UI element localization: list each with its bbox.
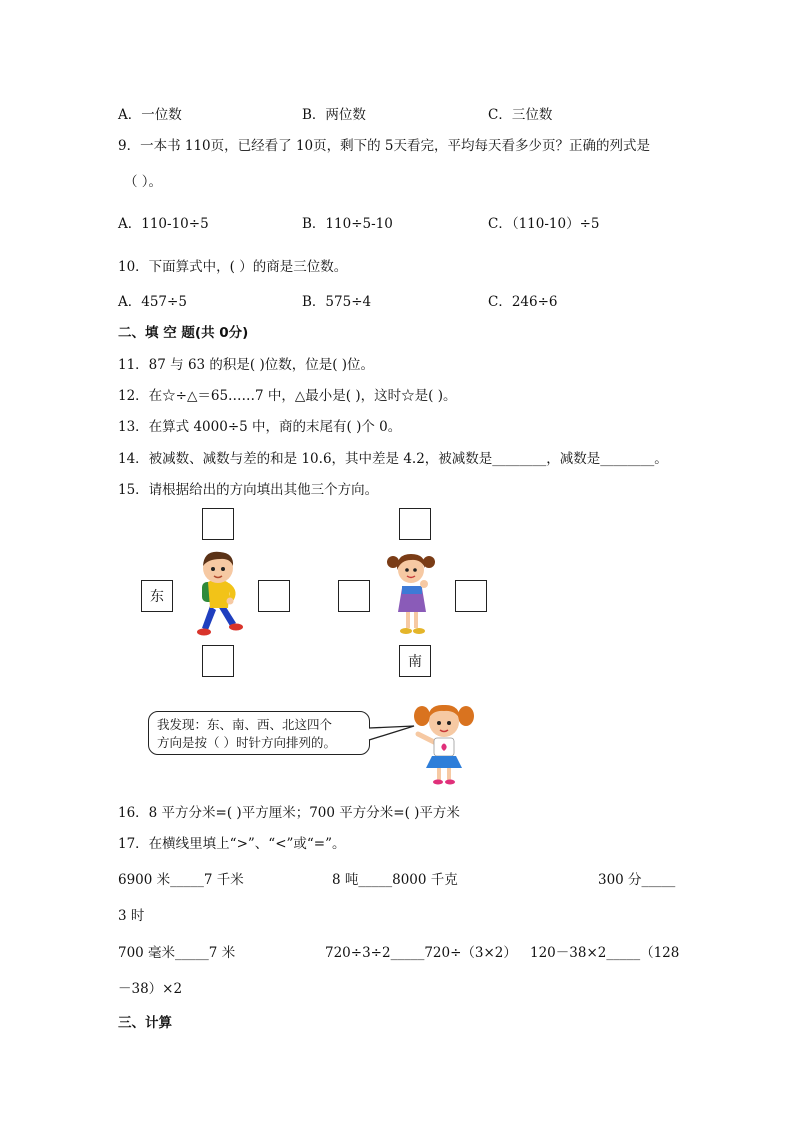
boy-left-label: 东: [150, 589, 164, 605]
q17-row1-b: 8 吨_____8000 千克: [332, 872, 458, 888]
q15-stem: 15．请根据给出的方向填出其他三个方向。: [118, 482, 379, 498]
q17-row2-c-cont: －38）×2: [118, 981, 183, 997]
q12: 12．在☆÷△＝65……7 中，△最小是( )，这时☆是( )。: [118, 388, 457, 404]
q10-stem: 10．下面算式中，( ）的商是三位数。: [118, 259, 348, 275]
boy-bottom-box: [202, 645, 234, 677]
q8-option-b: B．两位数: [302, 107, 366, 123]
q9-option-a: A．110-10÷5: [118, 216, 209, 232]
boy-left-box: [141, 580, 173, 612]
boy-top-box: [202, 508, 234, 540]
q17-row2-b: 720÷3÷2_____720÷（3×2）: [325, 945, 517, 961]
q17-row2-c: 120－38×2_____（128: [530, 945, 680, 961]
girl-left-box: [338, 580, 370, 612]
q8-option-c: C．三位数: [488, 107, 553, 123]
q10-option-b: B．575÷4: [302, 294, 372, 310]
q17-stem: 17．在横线里填上“>”、“<”或“=”。: [118, 836, 346, 852]
q9-option-c: C．（110-10）÷5: [488, 216, 600, 232]
q9-option-b: B．110÷5-10: [302, 216, 393, 232]
section-title-calculation: 三、计算: [118, 1015, 172, 1031]
q17-row1-c-cont: 3 时: [118, 908, 145, 924]
bubble-line-2: 方向是按（ ）时针方向排列的。: [157, 735, 336, 750]
girl-top-box: [399, 508, 431, 540]
q10-option-a: A．457÷5: [118, 294, 187, 310]
girl-right-box: [455, 580, 487, 612]
q8-option-a: A．一位数: [118, 107, 182, 123]
q13: 13．在算式 4000÷5 中，商的末尾有( )个 0。: [118, 419, 402, 435]
speech-bubble: [148, 711, 370, 755]
bubble-tail: [368, 724, 418, 744]
q10-option-c: C．246÷6: [488, 294, 558, 310]
q9-stem: 9．一本书 110页，已经看了 10页，剩下的 5天看完，平均每天看多少页？正确的列式是: [118, 138, 650, 154]
q9-stem-cont: （ ）。: [124, 174, 163, 190]
girl-bottom-box: [399, 645, 431, 677]
q17-row1-c: 300 分_____: [598, 872, 676, 888]
q17-row1-a: 6900 米_____7 千米: [118, 872, 244, 888]
q17-row2-a: 700 毫米_____7 米: [118, 945, 236, 961]
q14: 14．被减数、减数与差的和是 10.6，其中差是 4.2，被减数是________，减数是________。: [118, 451, 668, 467]
q11: 11．87 与 63 的积是( )位数，位是( )位。: [118, 357, 375, 373]
section-title-fill-blank: 二、填 空 题(共 0分): [118, 325, 249, 341]
boy-right-box: [258, 580, 290, 612]
bubble-line-1: 我发现：东、南、西、北这四个: [157, 717, 333, 732]
girl-bottom-label: 南: [408, 654, 422, 670]
girl-illustration: [384, 548, 440, 638]
boy-illustration: [186, 546, 250, 640]
girl-pointing-illustration: [412, 700, 476, 786]
q16: 16．8 平方分米=( )平方厘米；700 平方分米=( )平方米: [118, 805, 460, 821]
